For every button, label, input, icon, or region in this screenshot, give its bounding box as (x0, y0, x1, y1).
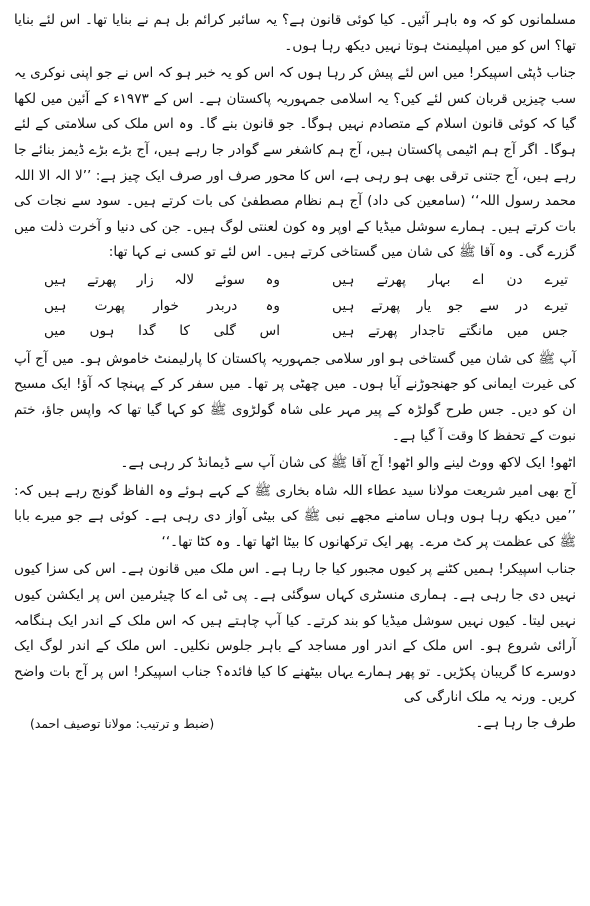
poem (14, 268, 576, 345)
poem-couplet (14, 268, 576, 294)
poem-couplet (14, 319, 576, 345)
editor-credit: (ضبط و ترتیب: مولانا توصیف احمد) (30, 716, 215, 732)
paragraph-6: جناب اسپیکر! ہمیں کٹنے پر کیوں مجبور کیا جا رہا ہے۔ اس ملک میں قانون ہے۔ اس کی سزا کیوں نہیں دی جا رہی ہے۔ ہماری منسٹری کہاں سوگئی ہے۔ پی ٹی اے کا چیئرمین اس پر ایکشن کیوں نہیں لیتا۔ کیوں نہیں سوشل میڈیا کو بند کرتے۔ کیا آپ چاہتے ہیں کہ اس ملک کے اندر ایک ہنگامہ آرائی شروع ہو۔ اس ملک کے اندر اور مساجد کے باہر جلوس نکلیں۔ اس ملک کے اندر لوگ ایک دوسرے کا گریبان پکڑیں۔ تو پھر ہمارے یہاں بیٹھنے کا کیا فائدہ؟ جناب اسپیکر! اس پر آج بات واضح کریں۔ ورنہ یہ ملک انارگی کی (14, 561, 576, 706)
poem-hemistich-right: تیرے دن اے بہار پھرتے ہیں (332, 271, 568, 288)
poem-hemistich-left: وہ سوئے لالہ زار پھرتے ہیں (44, 271, 280, 288)
poem-hemistich-right: جس میں مانگتے تاجدار پھرتے ہیں (332, 323, 568, 340)
paragraph-3: آپ ﷺ کی شان میں گستاخی ہو اور سلامی جمہوریہ پاکستان کا پارلیمنٹ خاموش ہو۔ میں آج آپ کی غیرت ایمانی کو جھنجوڑنے آیا ہوں۔ میں چھٹی پر تھا۔ میں سفر کر کے پہنچا کہ آؤ! ایک مسیح ان کو دیں۔ جس طرح گولڑہ کے پیر مہر علی شاہ گولڑوی ﷺ کو کہا گیا تھا کہ واپس جاؤ، ختم نبوت کے تحفظ کا وقت آ گیا ہے۔ (14, 350, 576, 444)
paragraph-1: مسلمانوں کو کہ وہ باہر آئیں۔ کیا کوئی قانون ہے؟ یہ سائبر کرائم بل ہم نے بنایا تھا۔ اس لئے بنایا تھا؟ اس کو میں امپلیمنٹ ہوتا نہیں دیکھ رہا ہوں۔ (14, 12, 576, 54)
poem-hemistich-left: وہ دربدر خوار پھرت ہیں (44, 297, 280, 314)
paragraph-4: اٹھو! ایک لاکھ ووٹ لینے والو اٹھو! آج آقا ﷺ کی شان آپ سے ڈیمانڈ کر رہی ہے۔ (120, 455, 576, 472)
poem-couplet (14, 294, 576, 320)
closing-line (14, 711, 576, 737)
poem-hemistich-left: اس گلی کا گدا ہوں میں (44, 323, 280, 340)
paragraph-5: آج بھی امیر شریعت مولانا سید عطاء اللہ شاہ بخاری ﷺ کے کہے ہوئے وہ الفاظ گونج رہے ہیں کہ: ’’میں دیکھ رہا ہوں وہاں سامنے مجھے نبی ﷺ کی بیٹی آواز دی رہی ہے۔ کوئی ہے جو میرے بابا ﷺ کی عظمت پر کٹ مرے۔ پھر ایک ترکھانوں کا بیٹا اٹھا تھا۔ وہ کٹا تھا۔‘‘ (14, 482, 576, 550)
paragraph-2: جناب ڈپٹی اسپیکر! میں اس لئے پیش کر رہا ہوں کہ اس کو یہ خبر ہو کہ اس نے جو اپنی نوکری یہ سب چیزیں قربان کس لئے کیں؟ یہ اسلامی جمہوریہ پاکستان ہے۔ اس کے ۱۹۷۳ء کے آئین میں لکھا گیا کہ کوئی قانون اسلام کے متصادم نہیں ہوگا۔ جو قانون بنے گا۔ وہ اس ملک کی سلامتی کے لئے ہوگا۔ اگر آج ہم اٹیمی پاکستان ہیں، آج ہم کاشغر سے گوادر جا رہے ہیں، آج بڑے بڑے ڈیمز بنائے جا رہے ہیں، آج جتنی ترقی بھی ہو رہی ہے، اس کا محور صرف اور صرف ایک چیز ہے: ’’لا الہ الا اللہ محمد رسول اللہ‘‘ (سامعین کی داد) آج ہم نظام مصطفیٰ کی بات کرتے ہیں۔ سود سے نجات کی بات کرتے ہیں۔ ہمارے سوشل میڈیا کے اوپر وہ کون لعنتی لوگ ہیں۔ جن کی دنیا و آخرت ذلت میں گزرے گی۔ وہ آقا ﷺ کی شان میں گستاخی کرتے ہیں۔ اس لئے تو کسی نے کہا تھا: (14, 65, 576, 261)
poem-hemistich-right: تیرے در سے جو یار پھرتے ہیں (332, 297, 568, 314)
last-line-text: طرف جا رہا ہے۔ (475, 715, 576, 732)
